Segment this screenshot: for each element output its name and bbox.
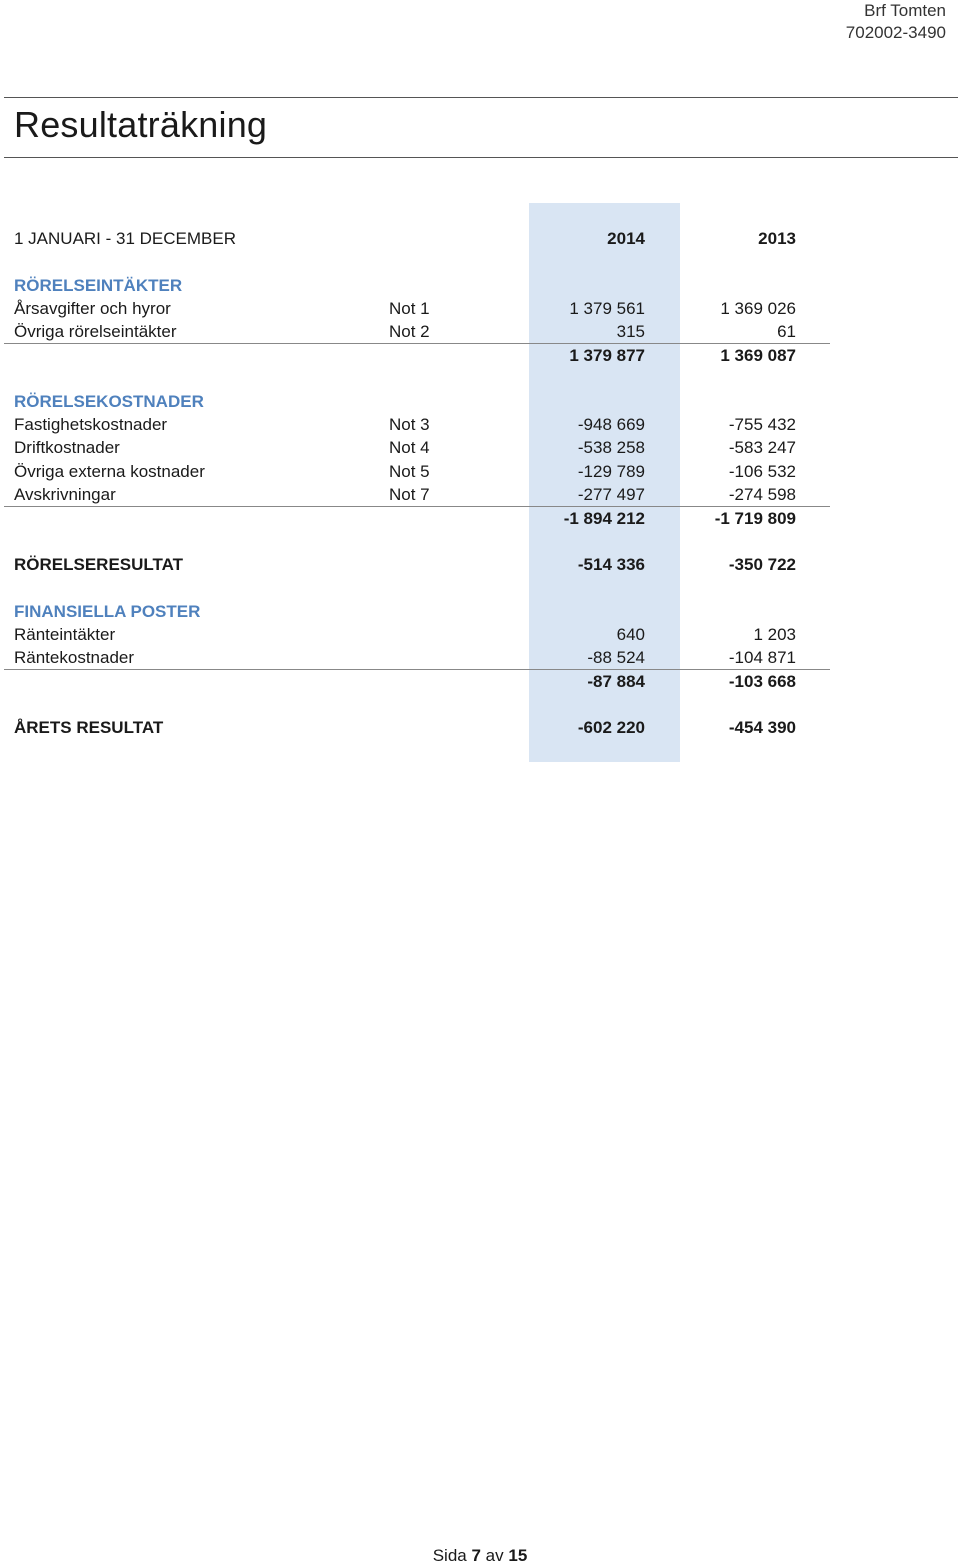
table-row (0, 623, 960, 646)
row-value-2013: 61 (777, 322, 796, 341)
row-value-2013: 1 203 (753, 625, 796, 644)
row-note: Not 3 (389, 415, 430, 434)
net-result-label: ÅRETS RESULTAT (14, 718, 164, 737)
subtotal-row (0, 344, 960, 367)
financial-items-heading: FINANSIELLA POSTER (14, 602, 201, 621)
section-heading-row (0, 390, 960, 413)
operating-result-row (0, 553, 960, 576)
subtotal-2014: -1 894 212 (563, 509, 645, 528)
row-label: Räntekostnader (14, 648, 135, 667)
row-value-2014: 315 (616, 322, 645, 341)
org-number: 702002-3490 (845, 23, 946, 42)
subtotal-2013: -1 719 809 (714, 509, 796, 528)
footer-middle: av (485, 1546, 504, 1565)
row-value-2014: -538 258 (577, 438, 645, 457)
subtotal-row (0, 670, 960, 693)
section-heading-row (0, 274, 960, 297)
row-label: Övriga rörelseintäkter (14, 322, 177, 341)
table-row (0, 646, 960, 669)
operating-result-2014: -514 336 (577, 555, 645, 574)
operating-result-label: RÖRELSERESULTAT (14, 555, 184, 574)
subtotal-2013: -103 668 (728, 672, 796, 691)
net-result-2013: -454 390 (728, 718, 796, 737)
row-value-2014: -88 524 (587, 648, 645, 667)
row-label: Driftkostnader (14, 438, 120, 457)
row-value-2014: -277 497 (577, 485, 645, 504)
table-row (0, 460, 960, 483)
row-value-2014: -129 789 (577, 462, 645, 481)
row-note: Not 1 (389, 299, 430, 318)
subtotal-2013: 1 369 087 (720, 346, 796, 365)
table-row (0, 483, 960, 506)
table-row (0, 436, 960, 459)
operating-result-2013: -350 722 (728, 555, 796, 574)
title-rule (4, 157, 958, 158)
row-note: Not 5 (389, 462, 430, 481)
subtotal-2014: -87 884 (587, 672, 645, 691)
year-prior: 2013 (758, 229, 796, 248)
net-result-row (0, 716, 960, 739)
row-label: Fastighetskostnader (14, 415, 168, 434)
section-heading-row (0, 600, 960, 623)
subtotal-row (0, 507, 960, 530)
top-rule (4, 97, 958, 98)
footer-prefix: Sida (432, 1546, 467, 1565)
org-name: Brf Tomten (864, 1, 946, 20)
row-value-2013: -274 598 (728, 485, 796, 504)
period-header-row (0, 227, 960, 250)
operating-income-heading: RÖRELSEINTÄKTER (14, 276, 183, 295)
table-row (0, 297, 960, 320)
row-note: Not 7 (389, 485, 430, 504)
row-label: Avskrivningar (14, 485, 116, 504)
row-label: Årsavgifter och hyror (14, 299, 171, 318)
row-value-2014: 640 (616, 625, 645, 644)
period-label: 1 JANUARI - 31 DECEMBER (14, 229, 236, 248)
row-value-2013: -583 247 (728, 438, 796, 457)
page-title: Resultaträkning (14, 104, 268, 145)
row-value-2013: -106 532 (728, 462, 796, 481)
net-result-2014: -602 220 (577, 718, 645, 737)
row-value-2014: -948 669 (577, 415, 645, 434)
table-row (0, 320, 960, 343)
row-note: Not 2 (389, 322, 430, 341)
row-value-2013: 1 369 026 (720, 299, 796, 318)
org-header (846, 0, 946, 44)
year-current: 2014 (607, 229, 645, 248)
row-value-2013: -104 871 (728, 648, 796, 667)
table-row (0, 413, 960, 436)
row-value-2014: 1 379 561 (569, 299, 645, 318)
row-note: Not 4 (389, 438, 430, 457)
row-value-2013: -755 432 (728, 415, 796, 434)
subtotal-2014: 1 379 877 (569, 346, 645, 365)
operating-costs-heading: RÖRELSEKOSTNADER (14, 392, 204, 411)
page-footer (0, 1546, 960, 1566)
row-label: Ränteintäkter (14, 625, 116, 644)
footer-page-total: 15 (508, 1546, 528, 1565)
row-label: Övriga externa kostnader (14, 462, 205, 481)
footer-page-number: 7 (471, 1546, 481, 1565)
